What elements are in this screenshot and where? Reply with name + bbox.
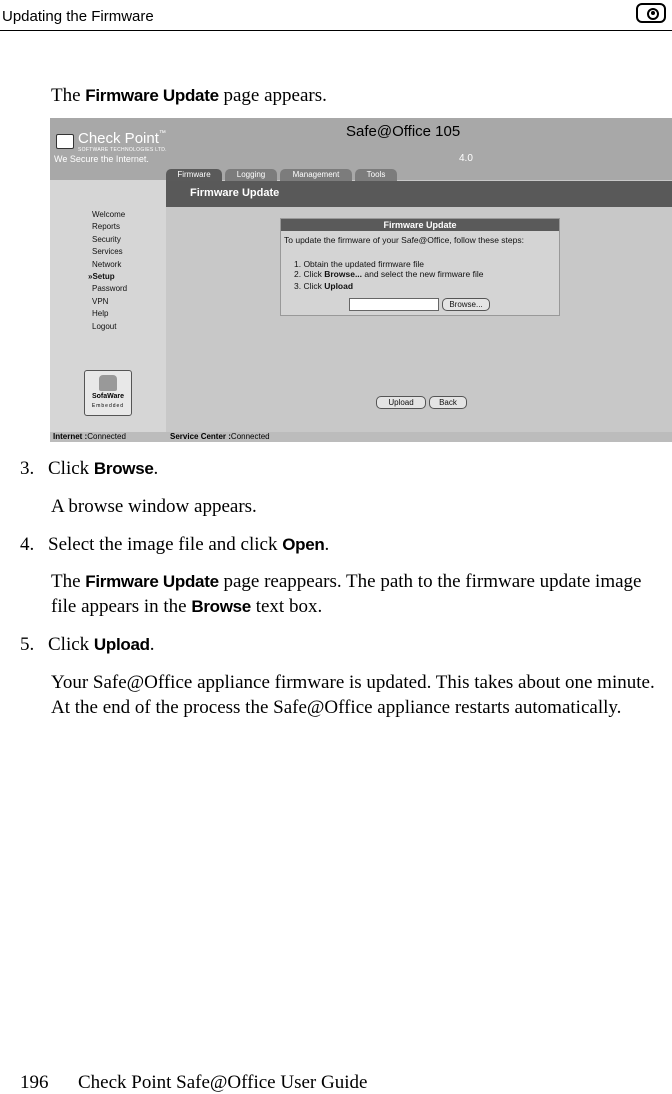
tagline: We Secure the Internet.: [54, 154, 149, 164]
sidebar-item-security[interactable]: Security: [92, 235, 121, 244]
browse-button[interactable]: Browse...: [442, 298, 490, 311]
tab-logging[interactable]: Logging: [225, 169, 277, 181]
step-4-ui-term: Open: [282, 535, 325, 554]
page-title: Firmware Update: [190, 187, 280, 199]
sidebar-item-setup[interactable]: »Setup: [88, 272, 115, 281]
step-3-result: A browse window appears.: [51, 496, 257, 517]
internet-status: Internet : Connected: [53, 432, 126, 441]
tab-management[interactable]: Management: [280, 169, 352, 181]
tab-firmware[interactable]: Firmware: [166, 169, 222, 181]
panel-step-1: 1. Obtain the updated firmware file: [294, 259, 424, 269]
page-number: 196: [20, 1072, 49, 1093]
step-3-text: Click Browse.: [48, 458, 159, 479]
product-name: Safe@Office 105: [346, 123, 461, 140]
panel-instruction: To update the firmware of your Safe@Office, follow these steps:: [284, 235, 524, 245]
chapter-title: Updating the Firmware: [2, 8, 154, 25]
sofaware-logo: [84, 370, 132, 416]
firmware-update-panel: [280, 218, 560, 316]
step-5-ui-term: Upload: [93, 635, 150, 654]
back-button[interactable]: Back: [429, 396, 467, 409]
service-center-status: Service Center : Connected: [170, 432, 270, 441]
step-5-result: Your Safe@Office appliance firmware is updated. This takes about one minute. At the end of the process the Safe@Office appliance restarts automatically.: [51, 672, 655, 718]
sidebar-item-network[interactable]: Network: [92, 260, 122, 269]
sidebar-item-vpn[interactable]: VPN: [92, 297, 109, 306]
footer-title: Check Point Safe@Office User Guide: [78, 1072, 368, 1093]
sidebar-item-help[interactable]: Help: [92, 309, 109, 318]
page-title-bar: [166, 181, 672, 207]
status-bar: [50, 432, 672, 442]
panel-title: Firmware Update: [281, 219, 559, 231]
brand-subtitle: SOFTWARE TECHNOLOGIES LTD.: [78, 147, 167, 153]
step-number: 4.: [20, 534, 35, 555]
sidebar-item-logout[interactable]: Logout: [92, 322, 117, 331]
intro-text: The: [51, 85, 86, 106]
screenshot-banner: [50, 118, 672, 180]
product-version: 4.0: [459, 153, 473, 164]
tab-tools[interactable]: Tools: [355, 169, 397, 181]
sidebar-item-password[interactable]: Password: [92, 284, 128, 293]
step-3-ui-term: Browse: [93, 459, 154, 478]
firmware-update-screenshot: [50, 118, 672, 442]
step-4-text: Select the image file and click Open.: [48, 534, 330, 555]
checkpoint-logo-icon: [56, 134, 74, 149]
sidebar-item-reports[interactable]: Reports: [92, 222, 121, 231]
brand-name: Check Point™: [78, 130, 166, 147]
step-number: 5.: [20, 634, 35, 655]
page-footer: [20, 1072, 367, 1094]
sofaware-subtitle: Embedded: [91, 403, 125, 409]
step-number: 3.: [20, 458, 35, 479]
upload-button[interactable]: Upload: [376, 396, 426, 409]
intro-ui-term: Firmware Update: [85, 86, 219, 105]
step-4-result: The Firmware Update page reappears. The path to the firmware update image file appears in the Browse text box.: [51, 571, 642, 617]
running-header: [0, 0, 672, 31]
panel-step-2: 2. Click Browse... and select the new firmware file: [294, 269, 484, 279]
step-5-text: Click Upload.: [48, 634, 155, 655]
firmware-file-input[interactable]: [349, 298, 439, 311]
intro-text-end: page appears.: [218, 85, 327, 106]
sofaware-name: SofaWare: [91, 393, 125, 400]
sofaware-mascot-icon: [99, 375, 117, 391]
intro-paragraph: [51, 83, 327, 108]
disc-icon: [636, 3, 666, 23]
panel-step-3: 3. Click Upload: [294, 281, 354, 291]
sidebar-item-welcome[interactable]: Welcome: [92, 210, 126, 219]
sidebar-item-services[interactable]: Services: [92, 247, 123, 256]
